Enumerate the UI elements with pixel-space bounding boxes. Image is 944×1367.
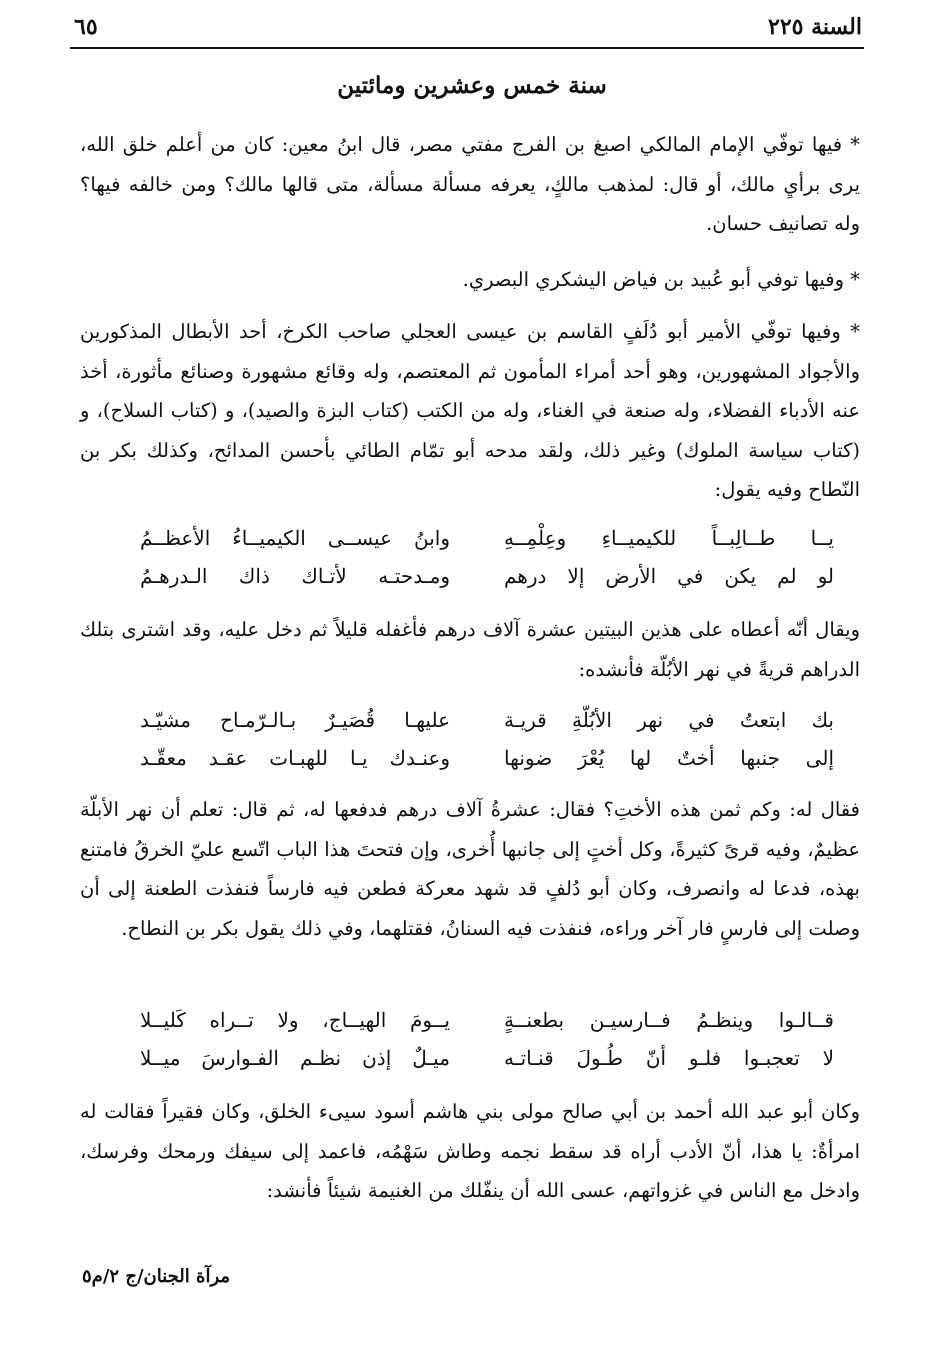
header-rule <box>70 47 864 49</box>
paragraph: * فيها توفّي الإمام المالكي اصبغ بن الفرج مفتي مصر، قال ابنُ معين: كان من أعلم خلق الله، يرى برأيِ مالك، أو قال: لمذهب مالكٍ، يعرفه مسألة مسألة، متى قالها مالك؟ ومن خالفه فيها؟ وله تصانيف حسان. <box>80 133 860 235</box>
running-header-year: السنة ٢٢٥ <box>768 14 862 40</box>
verse-first-hemistich: لو لم يكن في الأرض إلا درهم <box>504 564 834 588</box>
verse-second-hemistich: عليهـا قُصَيـرٌ بـالـرّمـاح مشيّـد <box>140 708 450 732</box>
verse-second-hemistich: يــومَ الهيــاج، ولا تــراه كَليــلا <box>140 1008 450 1032</box>
verse-line <box>120 1002 834 1038</box>
verse-line <box>120 520 834 556</box>
page-number: ٦٥ <box>74 14 98 40</box>
paragraph: فقال له: وكم ثمن هذه الأختِ؟ فقال: عشرةُ آلاف درهم فدفعها له، ثم قال: تعلم أن نهر الأبلّة عظيمٌ، وفيه قرىً كثيرةً، وكل أختٍ إلى جانبها أُخرى، وإن فتحتَ هذا الباب اتّسع عليّ الخرقُ فامتنع بهذه، فدعا له وانصرف، وكان أبو دُلفٍ قد شهد معركة فطعن فيه فارساً فنفذت الطعنة إلى أن وصلت إلى فارسٍ فار آخر وراءه، فنفذت فيه السنانُ، فقتلهما، وفي ذلك يقول بكر بن النطاح. <box>80 798 860 940</box>
paragraph: ويقال أنّه أعطاه على هذين البيتين عشرة آلاف درهم فأغفله قليلاً ثم دخل عليه، وقد اشترى بتلك الدراهم قريةً في نهر الأبُلّة فأنشده: <box>80 618 860 681</box>
paragraph: وكان أبو عبد الله أحمد بن أبي صالح مولى بني هاشم أسود سيىء الخلق، وكان فقيراً فقالت له امرأةٌ: يا هذا، أنّ الأدب أراه قد سقط نجمه وطاش سَهْمُه، فاعمد إلى سيفك ورمحك وفرسك، وادخل مع الناس في غزواتهم، عسى الله أن ينفّلك من الغنيمة شيئاً فأنشد: <box>80 1100 860 1202</box>
verse-line <box>120 702 834 738</box>
verse-second-hemistich: وابنُ عيســى الكيميــاءُ الأعظــمُ <box>140 526 450 550</box>
footer-signature: مرآة الجنان/ج ٢/م٥ <box>82 1266 231 1287</box>
verse-first-hemistich: يــا طــالِبــاً للكيميــاءِ وعِلْمِــهِ <box>504 526 834 550</box>
verse-second-hemistich: وعنـدك يـا للهبـات عقـد معقّـد <box>140 746 450 770</box>
verse-second-hemistich: ميـلٌ إذن نظـم الفـوارسَ ميــلا <box>140 1046 450 1070</box>
verse-line <box>120 558 834 594</box>
verse-line <box>120 740 834 776</box>
verse-first-hemistich: بك ابتعتُ في نهر الأبُلّةِ قريـة <box>504 708 834 732</box>
verse-first-hemistich: قــالـوا وينظـمُ فــارسيـن بطعنــةٍ <box>504 1008 834 1032</box>
verse-first-hemistich: لا تعجبـوا فلـو أنّ طُـولَ قنـاتـه <box>504 1046 834 1070</box>
verse-line <box>120 1040 834 1076</box>
verse-second-hemistich: ومـدحتـه لأتـاك ذاك الـدرهـمُ <box>140 564 450 588</box>
paragraph: * وفيها توفي أبو عُبيد بن فياض اليشكري البصري. <box>462 268 860 291</box>
chapter-title: سنة خمس وعشرين ومائتين <box>337 72 607 99</box>
verse-first-hemistich: إلى جنبها أختٌ لها يُعْرَ ضونها <box>504 746 834 770</box>
paragraph: * وفيها توفّي الأمير أبو دُلَفٍ القاسم بن عيسى العجلي صاحب الكرخ، أحد الأبطال المذكورين والأجواد المشهورين، وهو أحد أمراء المأمون ثم المعتصم، وله وقائع مشهورة وصنائع مأثورة، أخذ عنه الأدباء الفضلاء، وله صنعة في الغناء، وله من الكتب (كتاب البزة والصيد)، و (كتاب السلاح)، و (كتاب سياسة الملوك) وغير ذلك، ولقد مدحه أبو تمّام الطائي بأحسن المدائح، وكذلك بكر بن النّطاح وفيه يقول: <box>80 320 860 501</box>
